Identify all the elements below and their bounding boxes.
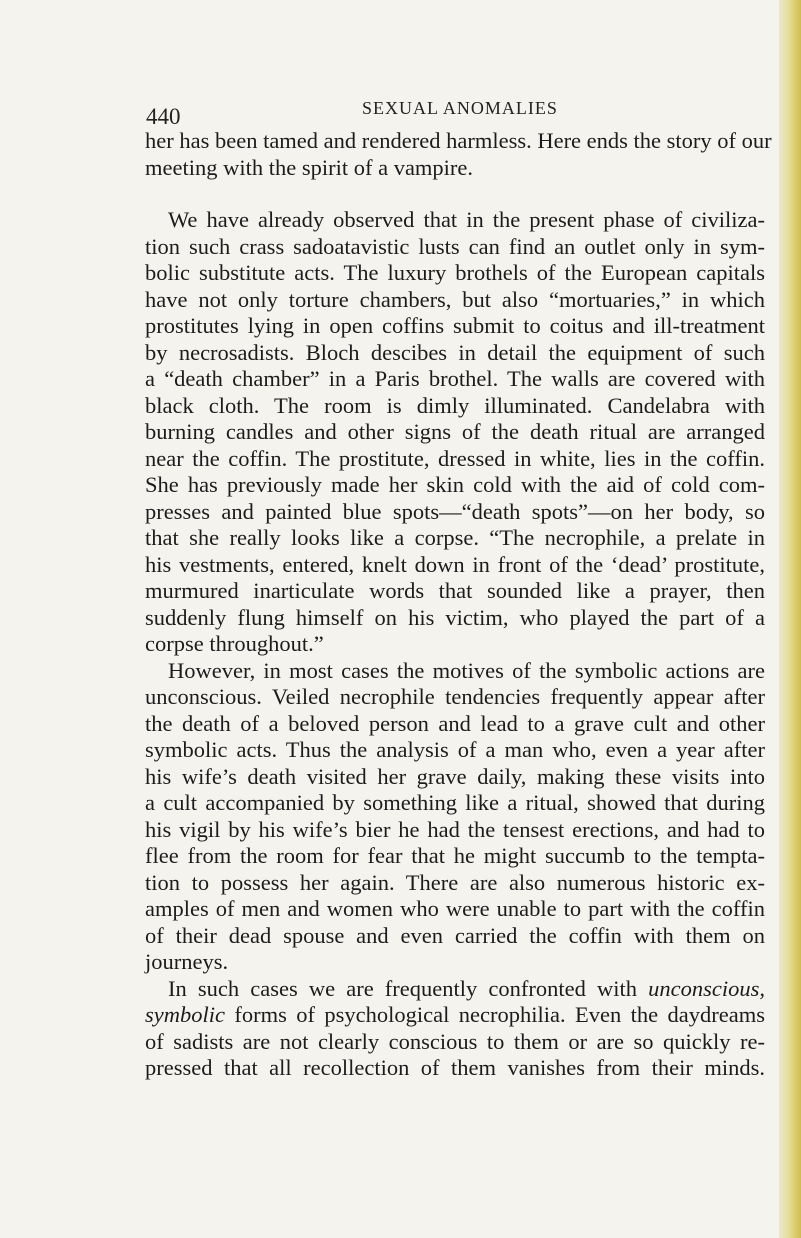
text-line: the death of a beloved person and lead to a grave cult and other [145,710,765,736]
text-fragment: In such cases we are frequently confronted with [168,975,649,1001]
text-line: suddenly flung himself on his victim, who played the part of a [145,604,765,630]
text-line: near the coffin. The prostitute, dressed in white, lies in the coffin. [145,445,765,471]
text-line: murmured inarticulate words that sounded like a prayer, then [145,578,765,603]
page-edge [779,0,801,1238]
text-line: pressed that all recollection of them vanishes from their minds. [145,1055,765,1080]
text-line: amples of men and women who were unable to part with the coffin [145,896,765,921]
text-line: meeting with the spirit of a vampire. [145,154,474,180]
text-line: prostitutes lying in open coffins submit to coitus and ill-treatment [145,313,765,338]
text-line: his vestments, entered, knelt down in front of the ‘dead’ prostitute, [145,551,765,577]
text-line: of their dead spouse and even carried the coffin with them on [145,922,765,948]
page-number: 440 [146,104,181,129]
text-line: However, in most cases the motives of the symbolic actions are [168,657,765,683]
text-line: black cloth. The room is dimly illuminated. Candelabra with [145,392,765,418]
text-line: her has been tamed and rendered harmless. Here ends the story of our [145,128,772,153]
text-line: have not only torture chambers, but also “mortuaries,” in which [145,286,765,312]
text-fragment: forms of psychological necrophilia. Even the daydreams [224,1002,765,1027]
text-line: by necrosadists. Bloch descibes in detail the equipment of such [145,339,765,365]
text-line: corpse throughout.” [145,631,324,656]
text-line [145,976,765,1003]
text-line: his wife’s death visited her grave daily, making these visits into [145,763,765,789]
text-line: a cult accompanied by something like a ritual, showed that during [145,790,765,815]
text-line: unconscious. Veiled necrophile tendencies frequently appear after [145,684,765,709]
text-line: flee from the room for fear that he might succumb to the tempta- [145,843,765,868]
page-header [146,98,766,128]
italic-term: symbolic [145,1002,225,1027]
text-line: a “death chamber” in a Paris brothel. The walls are covered with [145,366,765,391]
text-line: presses and painted blue spots—“death spots”—on her body, so [145,498,765,524]
text-line: bolic substitute acts. The luxury brothels of the European capitals [145,260,765,285]
body-text [145,128,772,1082]
running-head: SEXUAL ANOMALIES [362,98,558,118]
paragraph-gap [145,181,765,207]
text-line: She has previously made her skin cold with the aid of cold com- [145,472,765,497]
text-line: burning candles and other signs of the death ritual are arranged [145,419,765,444]
text-line: his vigil by his wife’s bier he had the tensest erections, and had to [145,816,765,842]
text-line: symbolic acts. Thus the analysis of a man who, even a year after [145,737,765,762]
text-line: that she really looks like a corpse. “The necrophile, a prelate in [145,525,765,550]
text-line: journeys. [145,949,229,974]
text-line [145,1002,765,1029]
italic-term: unconscious, [648,975,765,1001]
text-line: tion such crass sadoatavistic lusts can find an outlet only in sym- [145,233,765,259]
text-line: tion to possess her again. There are also numerous historic ex- [145,869,765,895]
text-line: We have already observed that in the present phase of civiliza- [168,207,765,232]
text-line: of sadists are not clearly conscious to them or are so quickly re- [145,1028,765,1054]
